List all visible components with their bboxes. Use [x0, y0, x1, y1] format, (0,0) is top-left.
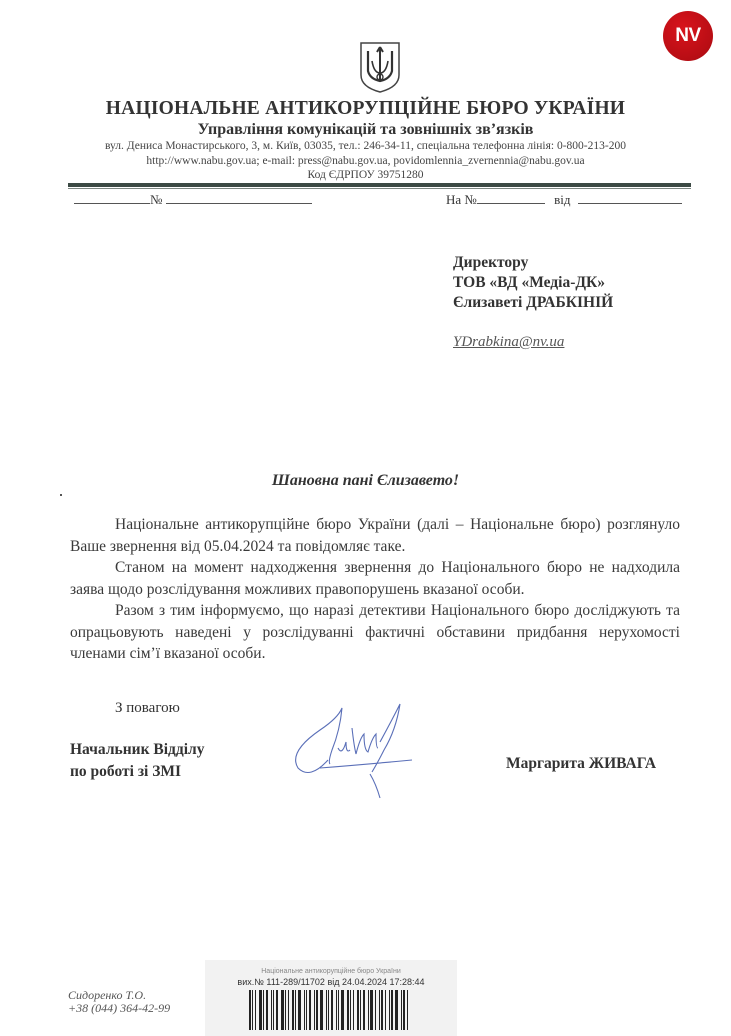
barcode-bar — [395, 990, 398, 1030]
barcode-bar — [304, 990, 305, 1030]
barcode-bar — [336, 990, 337, 1030]
salutation: Шановна пані Єлизавето! — [271, 472, 460, 489]
barcode-bar — [249, 990, 251, 1030]
barcode-bar — [263, 990, 264, 1030]
body-paragraph: Станом на момент надходження звернення до Національного бюро не надходила заява щодо розслідування можливих правопорушень вказаної особи. — [70, 559, 680, 598]
signer-position — [70, 739, 204, 783]
barcode-bar — [353, 990, 354, 1030]
barcode-bar — [276, 990, 278, 1030]
barcode-bar — [252, 990, 253, 1030]
signer-name: Маргарита ЖИВАГА — [506, 755, 657, 772]
barcode-bar — [306, 990, 307, 1030]
addressee-name: Єлизаветі ДРАБКІНІЙ — [453, 294, 614, 311]
reply-date-blank — [578, 191, 682, 204]
barcode-bar — [401, 990, 402, 1030]
barcode-bar — [381, 990, 383, 1030]
barcode-bar — [357, 990, 359, 1030]
reply-to-number-blank — [477, 191, 545, 204]
barcode-bar — [271, 990, 272, 1030]
barcode-bar — [403, 990, 405, 1030]
barcode-bar — [360, 990, 361, 1030]
barcode-bar — [350, 990, 351, 1030]
barcode-bar — [389, 990, 390, 1030]
reply-to-field — [446, 191, 682, 208]
org-address: вул. Дениса Монастирського, 3, м. Київ, 03035, тел.: 246-34-11, спеціальна телефонна лінія: 0-800-213-200 — [105, 140, 626, 152]
nv-logo-badge — [663, 11, 713, 61]
position-line-1: Начальник Відділу — [70, 741, 205, 758]
barcode-bar — [338, 990, 339, 1030]
barcode-bar — [375, 990, 376, 1030]
barcode-bar — [255, 990, 256, 1030]
scan-speck — [60, 494, 62, 496]
barcode-bar — [391, 990, 393, 1030]
header-divider-thin — [68, 188, 691, 189]
executor-phone: +38 (044) 364-42-99 — [68, 1001, 171, 1015]
barcode-bar — [281, 990, 284, 1030]
department-name: Управління комунікацій та зовнішніх зв’язків — [197, 121, 534, 138]
registration-stamp — [205, 960, 457, 1036]
letter-body — [70, 514, 680, 665]
nv-logo-text: NV — [675, 25, 701, 46]
barcode-bar — [385, 990, 386, 1030]
stamp-org: Національне антикорупційне бюро України — [261, 968, 401, 975]
barcode-bar — [370, 990, 373, 1030]
body-paragraph: Національне антикорупційне бюро України (далі – Національне бюро) розглянуло Ваше звернення від 05.04.2024 та повідомляє таке. — [70, 516, 680, 555]
stamp-outgoing-number: вих.№ 111-289/11702 від 24.04.2024 17:28:44 — [237, 977, 425, 987]
barcode-bar — [341, 990, 344, 1030]
barcode-bar — [266, 990, 268, 1030]
barcode-bar — [292, 990, 294, 1030]
barcode — [249, 990, 413, 1030]
outgoing-number-field — [74, 191, 312, 208]
barcode-bar — [331, 990, 333, 1030]
barcode-bar — [326, 990, 327, 1030]
barcode-bar — [285, 990, 286, 1030]
barcode-bar — [320, 990, 323, 1030]
org-edrpou: Код ЄДРПОУ 39751280 — [307, 169, 424, 181]
barcode-bar — [407, 990, 408, 1030]
position-line-2: по роботі зі ЗМІ — [70, 763, 182, 780]
executor-name: Сидоренко Т.О. — [68, 988, 147, 1002]
barcode-bar — [379, 990, 380, 1030]
addressee-title: Директору — [453, 254, 529, 271]
barcode-bar — [368, 990, 369, 1030]
barcode-bar — [316, 990, 318, 1030]
reply-to-label: На № — [446, 192, 477, 207]
barcode-bar — [309, 990, 311, 1030]
addressee-email[interactable]: YDrabkina@nv.ua — [453, 334, 565, 350]
addressee-company: ТОВ «ВД «Медіа-ДК» — [453, 274, 606, 291]
trident-coat-of-arms-icon — [358, 41, 402, 93]
signature-icon — [280, 690, 420, 800]
number-sign: № — [150, 192, 163, 207]
executor-block — [68, 989, 170, 1015]
barcode-bar — [288, 990, 289, 1030]
header-divider-thick — [68, 183, 691, 187]
barcode-bar — [363, 990, 365, 1030]
body-paragraph: Разом з тим інформуємо, що наразі детективи Національного бюро досліджують та опрацьовують наведені у розслідуванні фактичні обставини придбання нерухомості членами сім’ї вказаної особи. — [70, 602, 680, 662]
barcode-bar — [295, 990, 296, 1030]
barcode-bar — [273, 990, 274, 1030]
org-name: НАЦІОНАЛЬНЕ АНТИКОРУПЦІЙНЕ БЮРО УКРАЇНИ — [105, 98, 626, 119]
barcode-bar — [259, 990, 262, 1030]
reply-date-label: від — [554, 192, 571, 207]
barcode-bar — [298, 990, 301, 1030]
barcode-bar — [314, 990, 315, 1030]
outgoing-number-blank — [166, 191, 312, 204]
outgoing-date-blank — [74, 191, 150, 204]
closing-regards: З повагою — [115, 700, 180, 716]
org-contacts: http://www.nabu.gov.ua; e-mail: press@nabu.gov.ua, povidomlennia_zvernennia@nabu.gov.ua — [146, 155, 585, 167]
barcode-bar — [328, 990, 329, 1030]
addressee-block — [453, 253, 613, 313]
barcode-bar — [347, 990, 349, 1030]
